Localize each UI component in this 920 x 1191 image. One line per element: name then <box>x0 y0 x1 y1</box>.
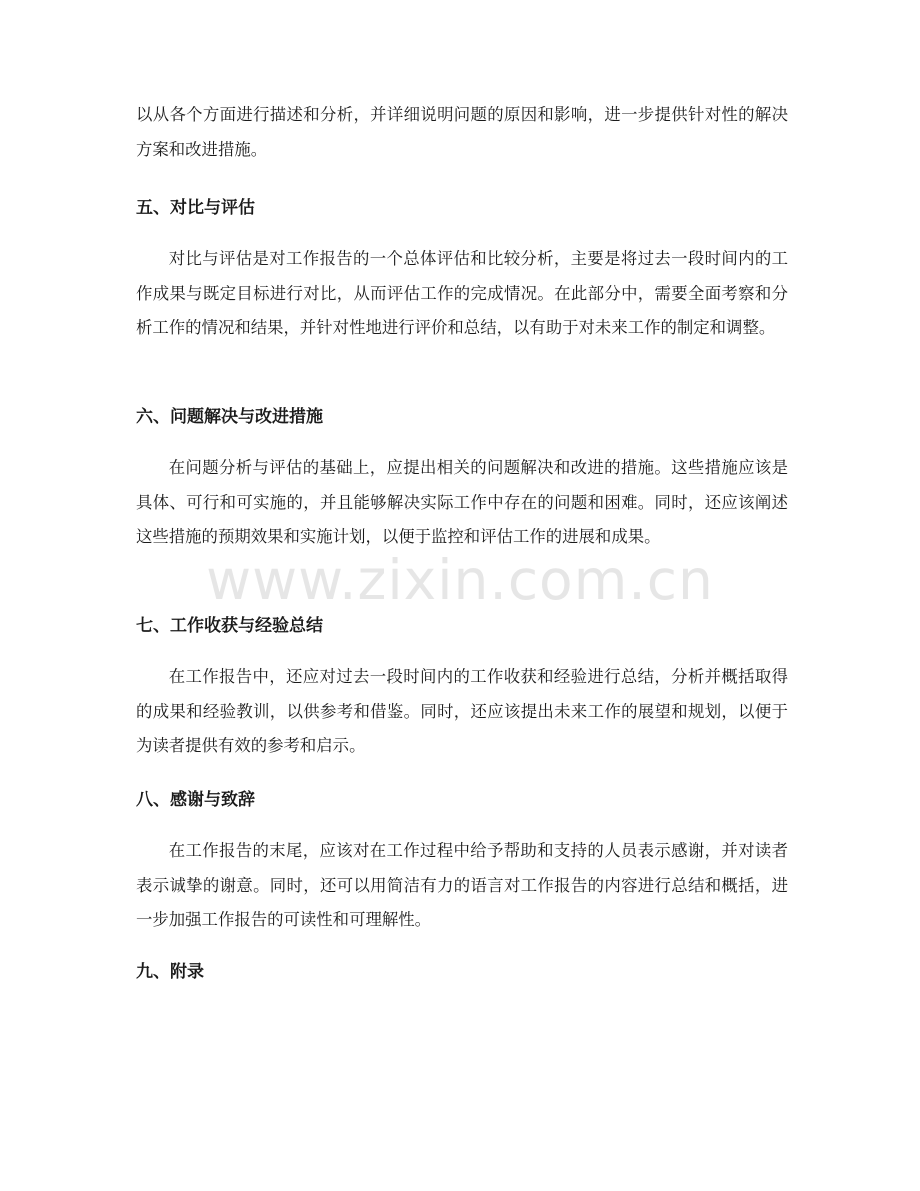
section-heading: 九、附录 <box>136 962 204 982</box>
section-8-body-block <box>136 834 788 938</box>
section-paragraph: 在问题分析与评估的基础上，应提出相关的问题解决和改进的措施。这些措施应该是具体、可行和可实施的，并且能够解决实际工作中存在的问题和困难。同时，还应该阐述这些措施的预期效果和实施计划，以便于监控和评估工作的进展和成果。 <box>136 458 788 547</box>
section-heading: 五、对比与评估 <box>136 198 255 218</box>
section-6-heading-block <box>136 403 788 431</box>
section-7-body-block <box>136 660 788 764</box>
section-paragraph: 对比与评估是对工作报告的一个总体评估和比较分析，主要是将过去一段时间内的工作成果与既定目标进行对比，从而评估工作的完成情况。在此部分中，需要全面考察和分析工作的情况和结果，并针对性地进行评价和总结，以有助于对未来工作的制定和调整。 <box>136 249 788 338</box>
intro-paragraph: 以从各个方面进行描述和分析，并详细说明问题的原因和影响，进一步提供针对性的解决方案和改进措施。 <box>136 105 788 159</box>
section-7-heading-block <box>136 612 788 640</box>
section-paragraph: 在工作报告的末尾，应该对在工作过程中给予帮助和支持的人员表示感谢，并对读者表示诚挚的谢意。同时，还可以用简洁有力的语言对工作报告的内容进行总结和概括，进一步加强工作报告的可读性和可理解性。 <box>136 841 788 930</box>
section-9-heading-block <box>136 958 788 986</box>
section-heading: 八、感谢与致辞 <box>136 790 255 810</box>
section-6-body-block <box>136 451 788 555</box>
section-heading: 七、工作收获与经验总结 <box>136 616 323 636</box>
section-heading: 六、问题解决与改进措施 <box>136 407 323 427</box>
intro-paragraph-block <box>136 98 788 167</box>
section-5-body-block <box>136 242 788 346</box>
section-5-heading-block <box>136 194 788 222</box>
section-paragraph: 在工作报告中，还应对过去一段时间内的工作收获和经验进行总结，分析并概括取得的成果和经验教训，以供参考和借鉴。同时，还应该提出未来工作的展望和规划，以便于为读者提供有效的参考和启示。 <box>136 667 788 756</box>
section-8-heading-block <box>136 786 788 814</box>
watermark: www.zixin.com.cn <box>206 548 714 612</box>
